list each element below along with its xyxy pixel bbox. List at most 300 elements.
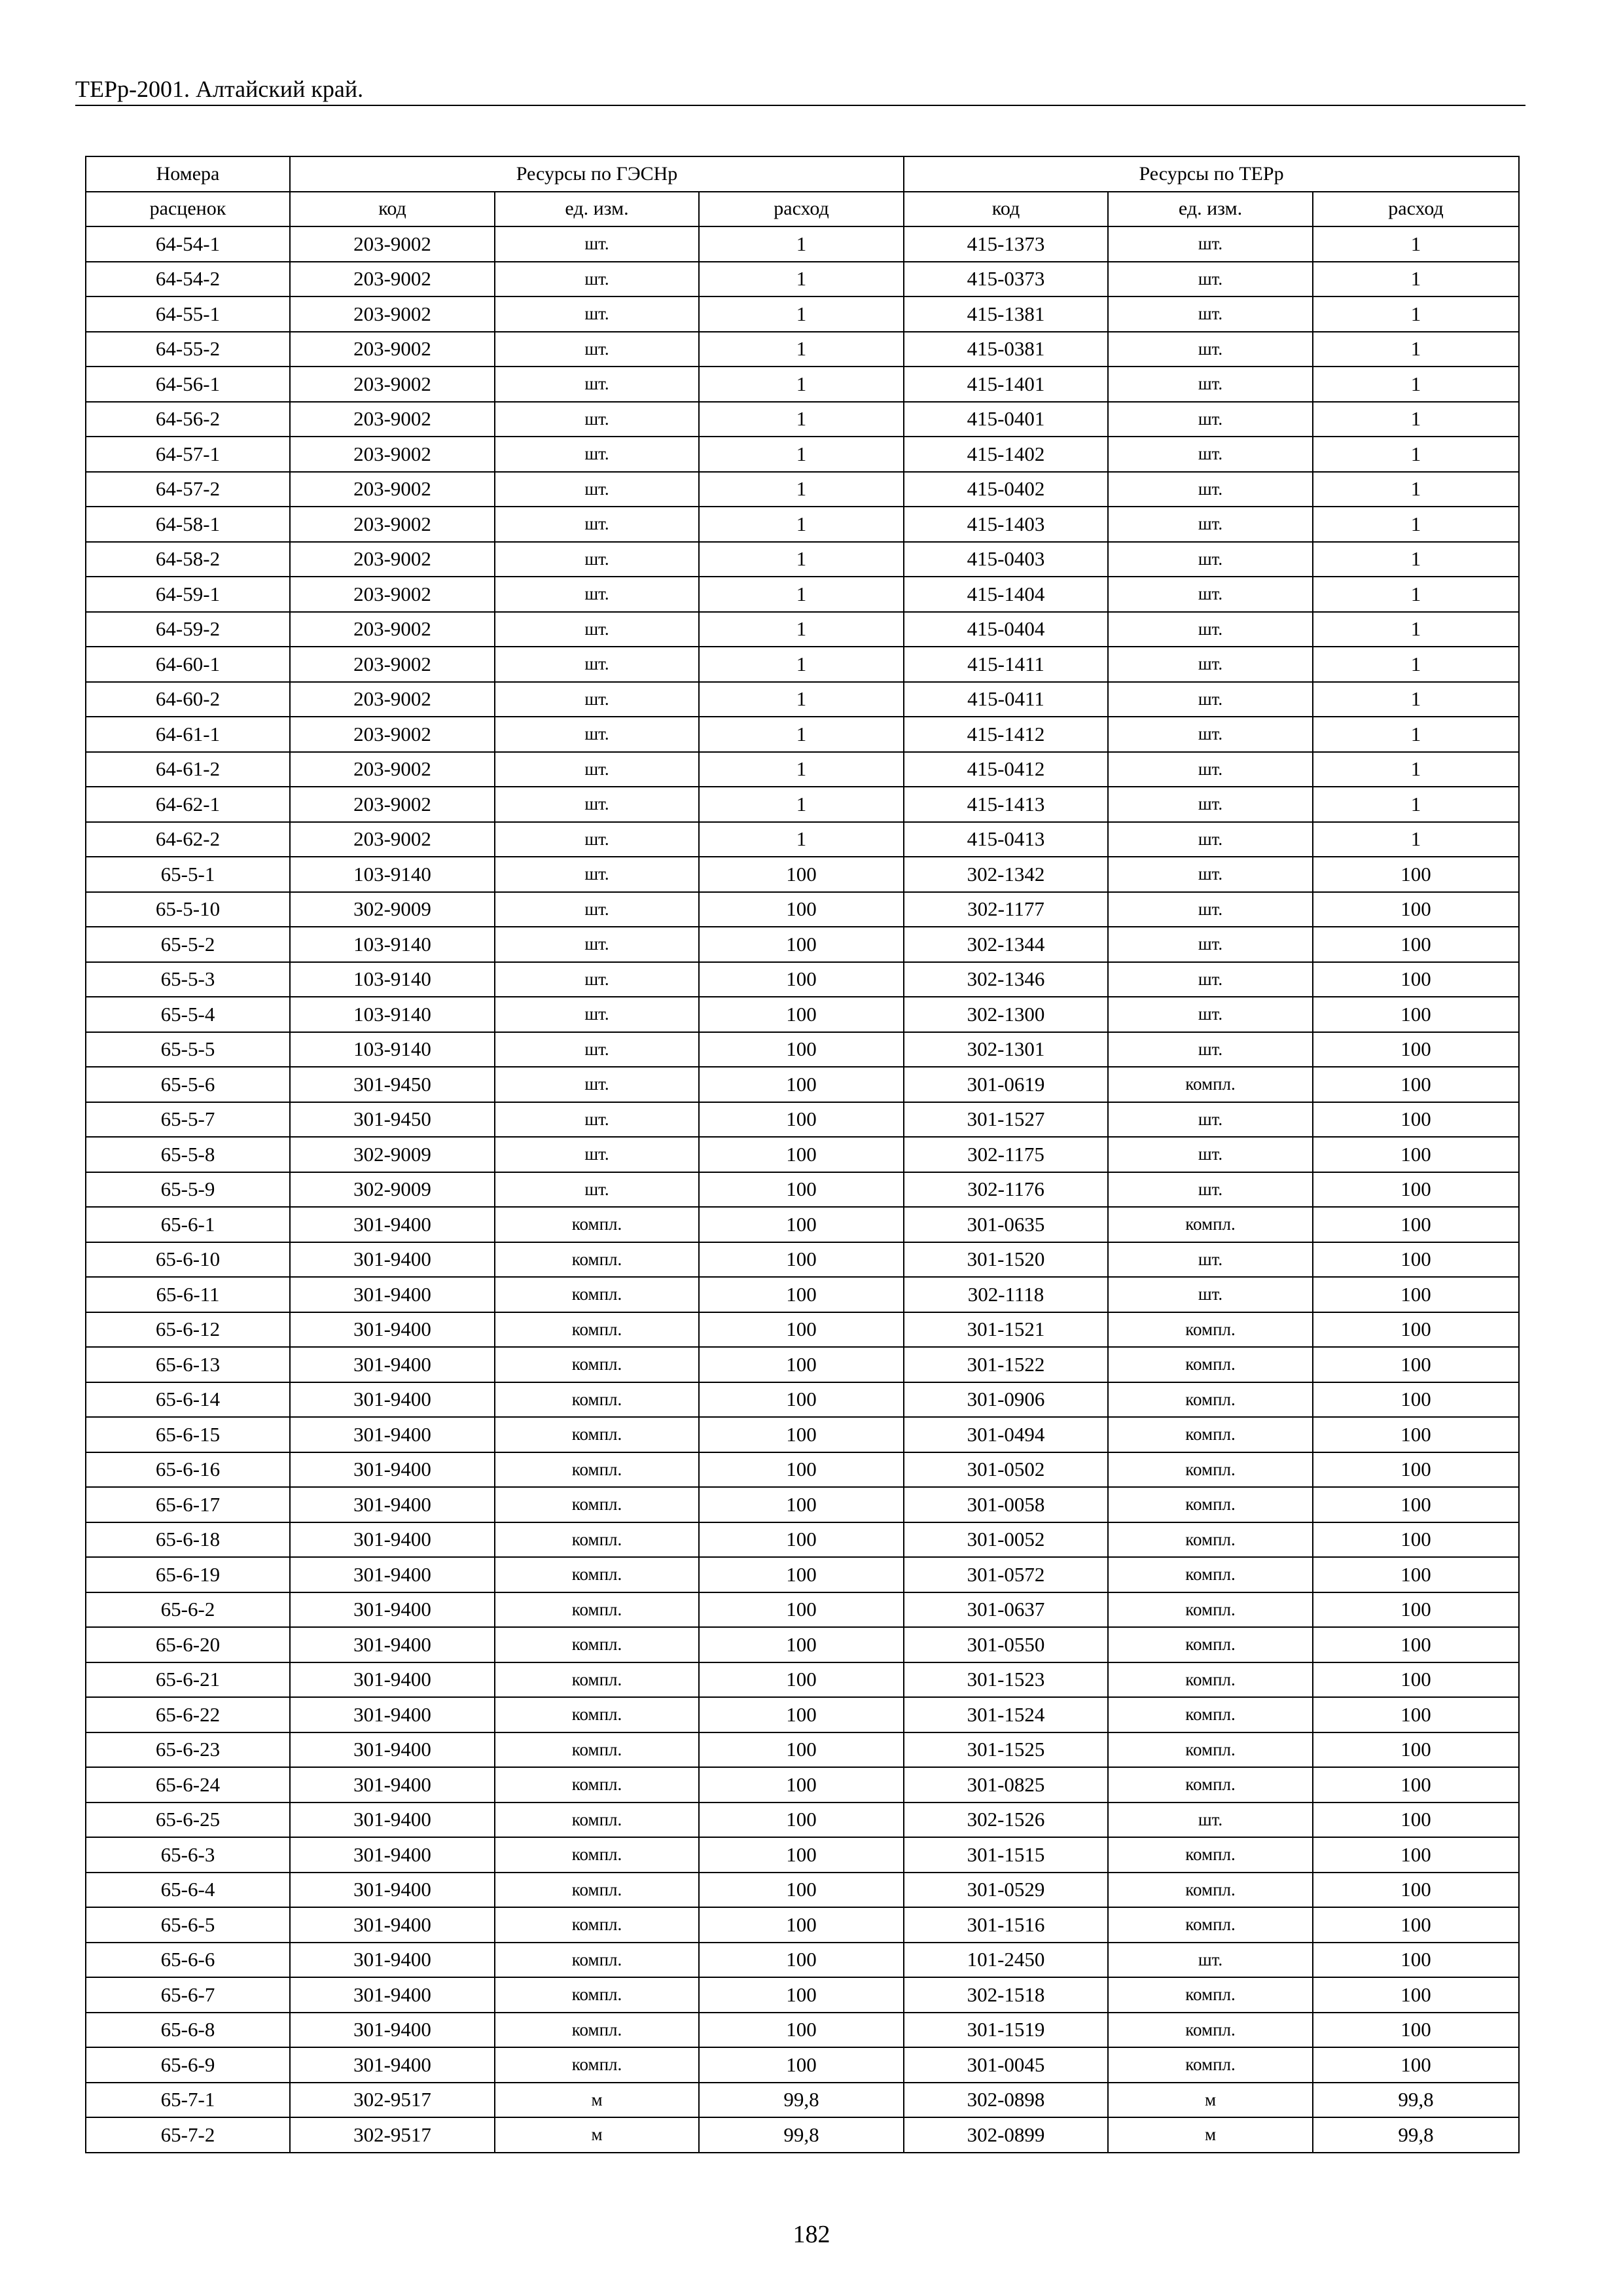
terr-code-cell: 302-1344: [904, 927, 1108, 962]
terr-code-cell: 415-1381: [904, 296, 1108, 332]
rate-number-cell: 65-6-2: [86, 1592, 290, 1628]
terr-code-cell: 301-1519: [904, 2013, 1108, 2048]
rate-number-cell: 65-6-9: [86, 2047, 290, 2083]
terr-code-cell: 301-1524: [904, 1697, 1108, 1732]
terr-unit-cell: компл.: [1108, 1487, 1313, 1522]
terr-usage-cell: 100: [1313, 1417, 1519, 1452]
terr-unit-cell: компл.: [1108, 1662, 1313, 1698]
rate-number-cell: 64-56-2: [86, 402, 290, 437]
rate-number-cell: 65-6-12: [86, 1312, 290, 1348]
table-row: [86, 296, 1519, 332]
gesnr-unit-cell: шт.: [495, 472, 699, 507]
terr-code-cell: 302-1300: [904, 997, 1108, 1032]
gesnr-unit-cell: компл.: [495, 1592, 699, 1628]
terr-unit-cell: шт.: [1108, 787, 1313, 822]
header-row-groups: [86, 156, 1519, 192]
gesnr-usage-cell: 1: [699, 752, 904, 787]
terr-usage-cell: 100: [1313, 1382, 1519, 1418]
rate-number-cell: 65-6-24: [86, 1767, 290, 1803]
terr-code-cell: 302-1346: [904, 962, 1108, 997]
gesnr-unit-cell: компл.: [495, 1732, 699, 1768]
table-header: [86, 156, 1519, 226]
table-row: [86, 1032, 1519, 1067]
rate-number-cell: 64-56-1: [86, 367, 290, 402]
gesnr-unit-cell: шт.: [495, 1172, 699, 1208]
terr-usage-cell: 100: [1313, 1277, 1519, 1312]
terr-code-cell: 301-1520: [904, 1242, 1108, 1278]
gesnr-code-cell: 103-9140: [290, 857, 495, 892]
terr-usage-cell: 1: [1313, 437, 1519, 472]
terr-unit-cell: шт.: [1108, 822, 1313, 857]
rate-number-cell: 64-58-2: [86, 542, 290, 577]
terr-unit-cell: м: [1108, 2117, 1313, 2153]
gesnr-code-cell: 301-9400: [290, 1417, 495, 1452]
table-row: [86, 2083, 1519, 2118]
table-row: [86, 1803, 1519, 1838]
table-row: [86, 927, 1519, 962]
gesnr-code-cell: 302-9517: [290, 2117, 495, 2153]
terr-usage-cell: 100: [1313, 1487, 1519, 1522]
gesnr-usage-cell: 100: [699, 1662, 904, 1698]
gesnr-usage-cell: 100: [699, 1102, 904, 1138]
gesnr-usage-cell: 100: [699, 1557, 904, 1592]
rate-number-cell: 65-5-6: [86, 1067, 290, 1102]
gesnr-usage-cell: 1: [699, 787, 904, 822]
gesnr-unit-cell: шт.: [495, 892, 699, 927]
terr-usage-cell: 1: [1313, 752, 1519, 787]
terr-unit-cell: компл.: [1108, 1417, 1313, 1452]
terr-usage-cell: 100: [1313, 997, 1519, 1032]
gesnr-usage-cell: 100: [699, 857, 904, 892]
gesnr-unit-cell: компл.: [495, 1347, 699, 1382]
table-row: [86, 647, 1519, 682]
gesnr-code-cell: 203-9002: [290, 577, 495, 612]
rate-number-cell: 64-54-1: [86, 226, 290, 262]
terr-code-cell: 415-1413: [904, 787, 1108, 822]
terr-usage-cell: 100: [1313, 1137, 1519, 1172]
terr-unit-header: ед. изм.: [1108, 192, 1313, 227]
gesnr-unit-cell: шт.: [495, 752, 699, 787]
col-rate-header-line2: расценок: [86, 192, 290, 227]
terr-unit-cell: шт.: [1108, 437, 1313, 472]
table-row: [86, 437, 1519, 472]
terr-code-cell: 301-0825: [904, 1767, 1108, 1803]
terr-code-cell: 101-2450: [904, 1943, 1108, 1978]
rate-number-cell: 64-59-2: [86, 612, 290, 647]
rate-number-cell: 65-6-6: [86, 1943, 290, 1978]
gesnr-unit-cell: компл.: [495, 1312, 699, 1348]
gesnr-usage-cell: 100: [699, 1907, 904, 1943]
rate-number-cell: 65-6-22: [86, 1697, 290, 1732]
gesnr-unit-cell: шт.: [495, 787, 699, 822]
gesnr-unit-cell: компл.: [495, 1697, 699, 1732]
terr-unit-cell: шт.: [1108, 226, 1313, 262]
terr-code-cell: 415-1404: [904, 577, 1108, 612]
terr-code-cell: 415-1403: [904, 507, 1108, 542]
gesnr-code-cell: 203-9002: [290, 787, 495, 822]
gesnr-code-cell: 103-9140: [290, 1032, 495, 1067]
terr-usage-cell: 100: [1313, 1662, 1519, 1698]
gesnr-usage-cell: 1: [699, 226, 904, 262]
gesnr-unit-cell: компл.: [495, 1242, 699, 1278]
table-row: [86, 1172, 1519, 1208]
gesnr-usage-cell: 1: [699, 332, 904, 367]
table-row: [86, 1137, 1519, 1172]
terr-unit-cell: компл.: [1108, 1767, 1313, 1803]
terr-usage-cell: 100: [1313, 1943, 1519, 1978]
rate-number-cell: 65-6-7: [86, 1977, 290, 2013]
table-row: [86, 1627, 1519, 1662]
terr-unit-cell: компл.: [1108, 1452, 1313, 1488]
gesnr-usage-cell: 100: [699, 997, 904, 1032]
terr-code-cell: 302-1526: [904, 1803, 1108, 1838]
terr-usage-cell: 100: [1313, 1172, 1519, 1208]
table-row: [86, 1102, 1519, 1138]
gesnr-usage-cell: 100: [699, 927, 904, 962]
gesnr-usage-cell: 100: [699, 1592, 904, 1628]
terr-code-cell: 301-0550: [904, 1627, 1108, 1662]
terr-code-cell: 301-1515: [904, 1837, 1108, 1873]
terr-usage-cell: 100: [1313, 1977, 1519, 2013]
table-body: [86, 226, 1519, 2153]
table-row: [86, 1452, 1519, 1488]
gesnr-code-cell: 301-9400: [290, 1662, 495, 1698]
terr-code-cell: 415-0381: [904, 332, 1108, 367]
terr-unit-cell: шт.: [1108, 927, 1313, 962]
gesnr-unit-cell: шт.: [495, 857, 699, 892]
col-rate-header-line1: Номера: [86, 156, 290, 192]
terr-unit-cell: шт.: [1108, 472, 1313, 507]
gesnr-unit-cell: шт.: [495, 507, 699, 542]
gesnr-usage-cell: 100: [699, 1522, 904, 1558]
group-terr-header: Ресурсы по ТЕРр: [904, 156, 1519, 192]
rate-number-cell: 65-5-4: [86, 997, 290, 1032]
gesnr-code-cell: 301-9400: [290, 2047, 495, 2083]
header-divider: [75, 105, 1525, 106]
gesnr-code-cell: 203-9002: [290, 682, 495, 717]
terr-unit-cell: м: [1108, 2083, 1313, 2118]
terr-code-cell: 301-0529: [904, 1873, 1108, 1908]
terr-code-cell: 301-0906: [904, 1382, 1108, 1418]
gesnr-unit-cell: компл.: [495, 1382, 699, 1418]
terr-usage-cell: 100: [1313, 1803, 1519, 1838]
rate-number-cell: 65-5-8: [86, 1137, 290, 1172]
terr-unit-cell: компл.: [1108, 1907, 1313, 1943]
gesnr-code-cell: 301-9400: [290, 1347, 495, 1382]
terr-usage-header: расход: [1313, 192, 1519, 227]
gesnr-usage-cell: 100: [699, 1697, 904, 1732]
terr-code-cell: 301-1516: [904, 1907, 1108, 1943]
gesnr-unit-cell: шт.: [495, 262, 699, 297]
gesnr-unit-cell: м: [495, 2117, 699, 2153]
gesnr-unit-cell: компл.: [495, 1207, 699, 1242]
gesnr-code-cell: 103-9140: [290, 927, 495, 962]
terr-code-cell: 415-1373: [904, 226, 1108, 262]
terr-code-cell: 415-1402: [904, 437, 1108, 472]
table-row: [86, 1312, 1519, 1348]
rate-number-cell: 65-5-1: [86, 857, 290, 892]
terr-usage-cell: 100: [1313, 962, 1519, 997]
terr-code-cell: 415-1412: [904, 717, 1108, 752]
terr-code-cell: 301-0494: [904, 1417, 1108, 1452]
terr-usage-cell: 100: [1313, 1627, 1519, 1662]
gesnr-code-cell: 301-9400: [290, 1277, 495, 1312]
terr-usage-cell: 100: [1313, 2047, 1519, 2083]
gesnr-code-cell: 203-9002: [290, 717, 495, 752]
gesnr-unit-cell: шт.: [495, 717, 699, 752]
gesnr-unit-cell: компл.: [495, 1557, 699, 1592]
gesnr-unit-header: ед. изм.: [495, 192, 699, 227]
gesnr-usage-cell: 1: [699, 822, 904, 857]
gesnr-unit-cell: компл.: [495, 1487, 699, 1522]
table-row: [86, 402, 1519, 437]
terr-code-cell: 302-1176: [904, 1172, 1108, 1208]
gesnr-usage-cell: 99,8: [699, 2083, 904, 2118]
gesnr-usage-cell: 100: [699, 1347, 904, 1382]
terr-unit-cell: компл.: [1108, 1312, 1313, 1348]
gesnr-usage-header: расход: [699, 192, 904, 227]
table-row: [86, 1522, 1519, 1558]
gesnr-unit-cell: компл.: [495, 1873, 699, 1908]
gesnr-unit-cell: компл.: [495, 1627, 699, 1662]
gesnr-unit-cell: шт.: [495, 577, 699, 612]
terr-code-cell: 301-1525: [904, 1732, 1108, 1768]
terr-code-cell: 301-0637: [904, 1592, 1108, 1628]
terr-unit-cell: компл.: [1108, 1067, 1313, 1102]
terr-unit-cell: шт.: [1108, 367, 1313, 402]
rate-number-cell: 65-6-10: [86, 1242, 290, 1278]
terr-unit-cell: шт.: [1108, 1137, 1313, 1172]
gesnr-unit-cell: м: [495, 2083, 699, 2118]
terr-unit-cell: компл.: [1108, 1837, 1313, 1873]
terr-usage-cell: 1: [1313, 647, 1519, 682]
table-row: [86, 1943, 1519, 1978]
terr-unit-cell: шт.: [1108, 1803, 1313, 1838]
gesnr-code-cell: 301-9400: [290, 1627, 495, 1662]
table-row: [86, 262, 1519, 297]
terr-unit-cell: шт.: [1108, 332, 1313, 367]
terr-usage-cell: 100: [1313, 1557, 1519, 1592]
terr-unit-cell: шт.: [1108, 542, 1313, 577]
terr-usage-cell: 100: [1313, 1347, 1519, 1382]
terr-usage-cell: 100: [1313, 1837, 1519, 1873]
terr-usage-cell: 1: [1313, 717, 1519, 752]
gesnr-usage-cell: 100: [699, 1032, 904, 1067]
rate-number-cell: 65-5-9: [86, 1172, 290, 1208]
terr-usage-cell: 100: [1313, 1522, 1519, 1558]
table-row: [86, 1277, 1519, 1312]
terr-usage-cell: 100: [1313, 1452, 1519, 1488]
terr-usage-cell: 100: [1313, 892, 1519, 927]
terr-unit-cell: шт.: [1108, 997, 1313, 1032]
terr-unit-cell: шт.: [1108, 577, 1313, 612]
terr-code-cell: 302-1518: [904, 1977, 1108, 2013]
terr-code-cell: 415-1401: [904, 367, 1108, 402]
terr-unit-cell: шт.: [1108, 682, 1313, 717]
gesnr-unit-cell: компл.: [495, 1452, 699, 1488]
gesnr-unit-cell: компл.: [495, 1977, 699, 2013]
gesnr-code-cell: 301-9400: [290, 1592, 495, 1628]
gesnr-unit-cell: шт.: [495, 822, 699, 857]
resources-table: [85, 156, 1520, 2153]
table-row: [86, 997, 1519, 1032]
terr-code-cell: 302-0898: [904, 2083, 1108, 2118]
gesnr-code-cell: 301-9400: [290, 1803, 495, 1838]
terr-usage-cell: 100: [1313, 1242, 1519, 1278]
terr-code-cell: 415-0411: [904, 682, 1108, 717]
terr-code-cell: 302-1118: [904, 1277, 1108, 1312]
gesnr-code-cell: 301-9400: [290, 1312, 495, 1348]
gesnr-code-cell: 301-9450: [290, 1102, 495, 1138]
table-row: [86, 1557, 1519, 1592]
table-row: [86, 367, 1519, 402]
rate-number-cell: 65-5-2: [86, 927, 290, 962]
terr-usage-cell: 99,8: [1313, 2083, 1519, 2118]
terr-code-cell: 415-0401: [904, 402, 1108, 437]
gesnr-unit-cell: компл.: [495, 2047, 699, 2083]
rate-number-cell: 65-6-8: [86, 2013, 290, 2048]
gesnr-usage-cell: 1: [699, 262, 904, 297]
rate-number-cell: 65-6-16: [86, 1452, 290, 1488]
gesnr-code-cell: 203-9002: [290, 472, 495, 507]
terr-unit-cell: компл.: [1108, 2047, 1313, 2083]
gesnr-usage-cell: 100: [699, 1137, 904, 1172]
rate-number-cell: 65-7-2: [86, 2117, 290, 2153]
terr-unit-cell: компл.: [1108, 2013, 1313, 2048]
rate-number-cell: 65-6-23: [86, 1732, 290, 1768]
gesnr-usage-cell: 1: [699, 402, 904, 437]
gesnr-usage-cell: 100: [699, 1732, 904, 1768]
gesnr-code-cell: 203-9002: [290, 262, 495, 297]
table-row: [86, 1907, 1519, 1943]
terr-usage-cell: 1: [1313, 577, 1519, 612]
terr-usage-cell: 1: [1313, 787, 1519, 822]
terr-usage-cell: 100: [1313, 1767, 1519, 1803]
rate-number-cell: 65-6-17: [86, 1487, 290, 1522]
group-gesnr-header: Ресурсы по ГЭСНр: [290, 156, 904, 192]
gesnr-unit-cell: шт.: [495, 542, 699, 577]
table-row: [86, 226, 1519, 262]
terr-unit-cell: шт.: [1108, 262, 1313, 297]
gesnr-code-cell: 203-9002: [290, 437, 495, 472]
gesnr-code-cell: 301-9400: [290, 1907, 495, 1943]
terr-unit-cell: шт.: [1108, 612, 1313, 647]
rate-number-cell: 65-7-1: [86, 2083, 290, 2118]
page-number: 182: [793, 2221, 830, 2248]
terr-usage-cell: 99,8: [1313, 2117, 1519, 2153]
gesnr-unit-cell: шт.: [495, 1032, 699, 1067]
gesnr-usage-cell: 1: [699, 437, 904, 472]
table-row: [86, 822, 1519, 857]
terr-usage-cell: 1: [1313, 262, 1519, 297]
gesnr-usage-cell: 1: [699, 472, 904, 507]
terr-usage-cell: 1: [1313, 822, 1519, 857]
terr-unit-cell: компл.: [1108, 1627, 1313, 1662]
gesnr-unit-cell: шт.: [495, 402, 699, 437]
gesnr-code-cell: 301-9400: [290, 1452, 495, 1488]
header-row-columns: [86, 192, 1519, 227]
gesnr-code-cell: 203-9002: [290, 226, 495, 262]
table-row: [86, 2047, 1519, 2083]
terr-code-cell: 301-1523: [904, 1662, 1108, 1698]
terr-code-cell: 415-0412: [904, 752, 1108, 787]
terr-unit-cell: шт.: [1108, 647, 1313, 682]
terr-code-cell: 415-1411: [904, 647, 1108, 682]
table-row: [86, 1242, 1519, 1278]
rate-number-cell: 64-59-1: [86, 577, 290, 612]
gesnr-usage-cell: 100: [699, 1977, 904, 2013]
terr-unit-cell: шт.: [1108, 1943, 1313, 1978]
gesnr-code-cell: 203-9002: [290, 752, 495, 787]
gesnr-usage-cell: 100: [699, 1627, 904, 1662]
terr-unit-cell: шт.: [1108, 1032, 1313, 1067]
rate-number-cell: 65-5-3: [86, 962, 290, 997]
terr-code-cell: 415-0413: [904, 822, 1108, 857]
gesnr-code-cell: 203-9002: [290, 332, 495, 367]
gesnr-usage-cell: 100: [699, 1943, 904, 1978]
gesnr-unit-cell: шт.: [495, 226, 699, 262]
gesnr-code-cell: 203-9002: [290, 402, 495, 437]
gesnr-usage-cell: 99,8: [699, 2117, 904, 2153]
terr-usage-cell: 100: [1313, 1312, 1519, 1348]
terr-code-cell: 301-1527: [904, 1102, 1108, 1138]
rate-number-cell: 64-62-1: [86, 787, 290, 822]
rate-number-cell: 65-6-20: [86, 1627, 290, 1662]
gesnr-code-cell: 203-9002: [290, 507, 495, 542]
gesnr-usage-cell: 1: [699, 577, 904, 612]
terr-usage-cell: 100: [1313, 1592, 1519, 1628]
gesnr-code-cell: 301-9400: [290, 1767, 495, 1803]
gesnr-code-cell: 301-9400: [290, 1522, 495, 1558]
table-row: [86, 612, 1519, 647]
gesnr-unit-cell: шт.: [495, 367, 699, 402]
table-row: [86, 577, 1519, 612]
rate-number-cell: 65-6-18: [86, 1522, 290, 1558]
gesnr-usage-cell: 100: [699, 892, 904, 927]
gesnr-unit-cell: шт.: [495, 296, 699, 332]
table-row: [86, 1417, 1519, 1452]
terr-code-cell: 301-0045: [904, 2047, 1108, 2083]
rate-number-cell: 64-62-2: [86, 822, 290, 857]
table-row: [86, 1067, 1519, 1102]
terr-usage-cell: 100: [1313, 1907, 1519, 1943]
gesnr-unit-cell: шт.: [495, 332, 699, 367]
terr-usage-cell: 100: [1313, 1873, 1519, 1908]
terr-unit-cell: компл.: [1108, 1347, 1313, 1382]
gesnr-usage-cell: 100: [699, 2047, 904, 2083]
gesnr-usage-cell: 100: [699, 1312, 904, 1348]
terr-code-cell: 301-0052: [904, 1522, 1108, 1558]
gesnr-usage-cell: 100: [699, 1242, 904, 1278]
gesnr-code-cell: 103-9140: [290, 997, 495, 1032]
gesnr-usage-cell: 1: [699, 612, 904, 647]
terr-usage-cell: 100: [1313, 857, 1519, 892]
terr-unit-cell: шт.: [1108, 1102, 1313, 1138]
gesnr-code-cell: 203-9002: [290, 367, 495, 402]
gesnr-code-cell: 301-9400: [290, 1382, 495, 1418]
terr-usage-cell: 1: [1313, 612, 1519, 647]
rate-number-cell: 65-6-4: [86, 1873, 290, 1908]
terr-usage-cell: 100: [1313, 1032, 1519, 1067]
gesnr-code-cell: 302-9009: [290, 1172, 495, 1208]
gesnr-code-cell: 301-9400: [290, 1487, 495, 1522]
terr-usage-cell: 1: [1313, 682, 1519, 717]
gesnr-usage-cell: 1: [699, 647, 904, 682]
gesnr-usage-cell: 100: [699, 1382, 904, 1418]
gesnr-code-cell: 301-9400: [290, 1207, 495, 1242]
terr-code-cell: 301-1522: [904, 1347, 1108, 1382]
rate-number-cell: 65-6-19: [86, 1557, 290, 1592]
